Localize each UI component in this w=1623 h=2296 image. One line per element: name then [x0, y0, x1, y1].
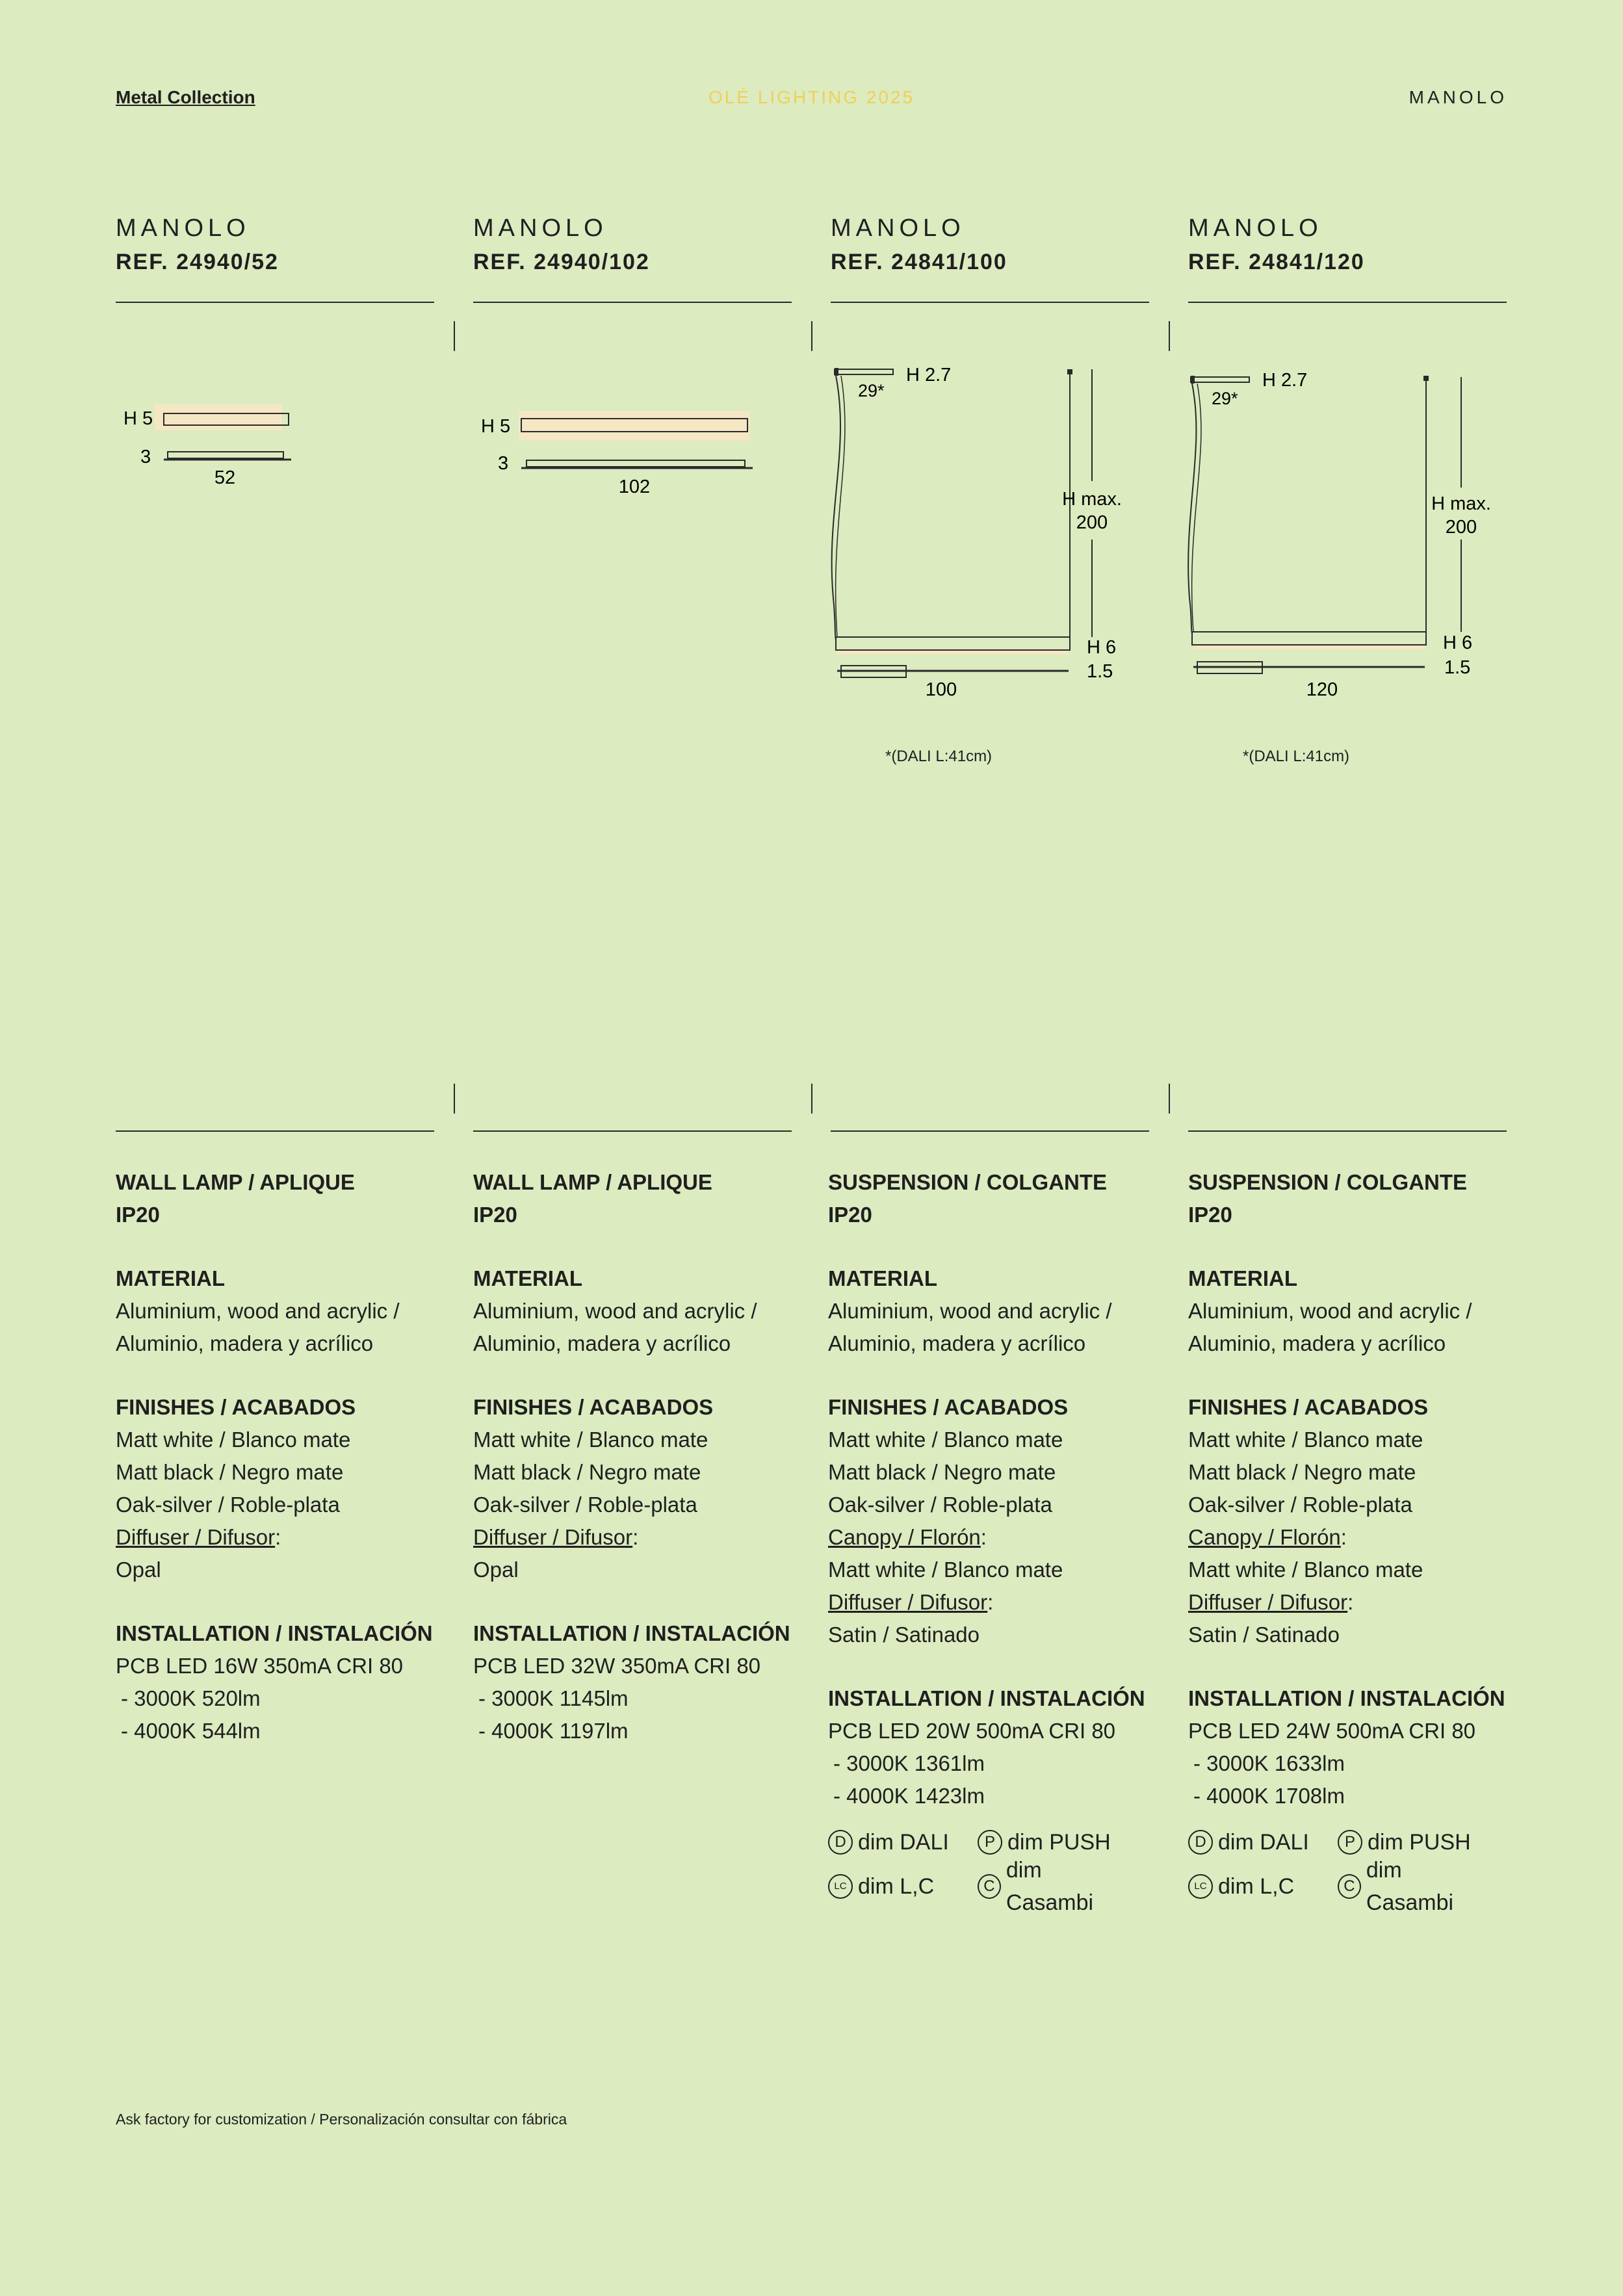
height-label: H 6 [1443, 633, 1473, 653]
lc-icon: LC [828, 1874, 853, 1899]
column-tick [454, 1084, 455, 1114]
spec-list: WALL LAMP / APLIQUE IP20 MATERIAL Aluminium, wood and acrylic / Aluminio, madera y acrílico FINISHES / ACABADOS Matt white / Blanco mate Matt black / Negro mate Oak-silver / Roble-plata Diffuser / Difusor: Opal INSTALLATION / INSTALACIÓN PCB LED 16W 350mA CRI 80 - 3000K 520lm - 4000K 544lm [116, 1166, 454, 1747]
depth-label: 3 [140, 447, 151, 467]
angle-label: 29* [1212, 389, 1238, 408]
material-heading: MATERIAL [116, 1266, 226, 1290]
finish-item: Matt white / Blanco mate [1188, 1428, 1423, 1452]
canopy-label: Canopy / Florón [828, 1525, 981, 1549]
column-tick [454, 321, 455, 351]
catalog-title: OLÉ LIGHTING 2025 [708, 87, 915, 107]
finish-item: Matt black / Negro mate [828, 1460, 1056, 1484]
column-tick [811, 1084, 812, 1114]
suspension-drawing [824, 351, 1188, 806]
install-line: - 4000K 1197lm [478, 1719, 629, 1743]
casambi-icon: C [978, 1874, 1001, 1899]
install-line: PCB LED 16W 350mA CRI 80 [116, 1654, 404, 1678]
product-ref: REF. 24940/102 [473, 250, 650, 274]
product-type: WALL LAMP / APLIQUE [473, 1170, 712, 1194]
canopy-label: Canopy / Florón [1188, 1525, 1341, 1549]
diffuser-label: Diffuser / Difusor [116, 1525, 276, 1549]
product-ref: REF. 24940/52 [116, 250, 279, 274]
dali-icon: D [1188, 1830, 1213, 1855]
material-line: Aluminio, madera y acrílico [828, 1331, 1086, 1355]
customization-footnote: Ask factory for customization / Personalización consultar con fábrica [116, 2111, 567, 2128]
diffuser-label: Diffuser / Difusor [1188, 1590, 1348, 1614]
ip-rating: IP20 [828, 1203, 872, 1227]
divider [473, 302, 792, 303]
diffuser-label: Diffuser / Difusor [473, 1525, 633, 1549]
finish-item: Oak-silver / Roble-plata [116, 1493, 340, 1517]
finishes-heading: FINISHES / ACABADOS [473, 1395, 714, 1419]
length-label: 100 [925, 679, 957, 700]
height-label: H 5 [481, 416, 511, 437]
cable-anchor [1423, 376, 1429, 381]
dim-label: dim DALI [858, 1830, 949, 1855]
dim-label: dim L,C [858, 1874, 935, 1899]
column-tick [811, 321, 812, 351]
dim-dali [828, 1826, 978, 1859]
push-icon: P [1338, 1830, 1362, 1855]
material-line: Aluminium, wood and acrylic / [1188, 1299, 1472, 1323]
column-tick [1169, 321, 1170, 351]
height-label: H 6 [1087, 637, 1117, 658]
lamp-body [836, 637, 1070, 650]
light-glow [519, 411, 750, 441]
material-line: Aluminio, madera y acrílico [116, 1331, 374, 1355]
diffuser-value: Satin / Satinado [1188, 1623, 1340, 1647]
spec-list: WALL LAMP / APLIQUE IP20 MATERIAL Aluminium, wood and acrylic / Aluminio, madera y acrílico FINISHES / ACABADOS Matt white / Blanco mate Matt black / Negro mate Oak-silver / Roble-plata Diffuser / Difusor: Opal INSTALLATION / INSTALACIÓN PCB LED 32W 350mA CRI 80 - 3000K 1145lm - 4000K 1197lm [473, 1166, 811, 1747]
hmax-value: 200 [1076, 512, 1108, 533]
divider [831, 1130, 1149, 1132]
ip-rating: IP20 [473, 1203, 517, 1227]
installation-heading: INSTALLATION / INSTALACIÓN [1188, 1686, 1505, 1710]
finish-item: Matt white / Blanco mate [116, 1428, 351, 1452]
dali-icon: D [828, 1830, 853, 1855]
material-heading: MATERIAL [473, 1266, 583, 1290]
finishes-heading: FINISHES / ACABADOS [828, 1395, 1069, 1419]
suspension-drawing [1182, 351, 1546, 806]
dali-note: *(DALI L:41cm) [885, 748, 993, 765]
dimming-options [828, 1820, 1166, 1915]
canopy-value: Matt white / Blanco mate [1188, 1558, 1423, 1582]
finishes-heading: FINISHES / ACABADOS [116, 1395, 356, 1419]
canopy-value: Matt white / Blanco mate [828, 1558, 1063, 1582]
finish-item: Oak-silver / Roble-plata [1188, 1493, 1412, 1517]
hmax-label: H max. [1431, 493, 1491, 514]
dim-casambi [978, 1854, 1127, 1919]
product-type: SUSPENSION / COLGANTE [828, 1170, 1108, 1194]
product-name: MANOLO [116, 215, 250, 242]
casambi-icon: C [1338, 1874, 1361, 1899]
install-line: PCB LED 20W 500mA CRI 80 [828, 1719, 1116, 1743]
material-heading: MATERIAL [1188, 1266, 1298, 1290]
material-line: Aluminio, madera y acrílico [1188, 1331, 1446, 1355]
divider [1188, 1130, 1507, 1132]
finish-item: Matt black / Negro mate [116, 1460, 344, 1484]
dali-note: *(DALI L:41cm) [1243, 748, 1350, 765]
product-name: MANOLO [1188, 215, 1323, 242]
install-line: PCB LED 32W 350mA CRI 80 [473, 1654, 761, 1678]
dim-casambi [1338, 1854, 1487, 1919]
diffuser-value: Satin / Satinado [828, 1623, 980, 1647]
lc-icon: LC [1188, 1874, 1213, 1899]
divider [116, 1130, 434, 1132]
lamp-top [168, 452, 283, 458]
install-line: - 3000K 1361lm [833, 1751, 985, 1775]
ip-rating: IP20 [116, 1203, 160, 1227]
dim-label: dim PUSH [1007, 1830, 1111, 1855]
canopy-height-label: H 2.7 [1262, 370, 1308, 391]
lamp-body [1192, 632, 1426, 645]
installation-heading: INSTALLATION / INSTALACIÓN [116, 1621, 433, 1645]
finish-item: Oak-silver / Roble-plata [828, 1493, 1052, 1517]
install-line: - 3000K 1145lm [478, 1686, 629, 1710]
finish-item: Oak-silver / Roble-plata [473, 1493, 697, 1517]
light-glow [155, 404, 282, 430]
angle-label: 29* [858, 381, 885, 400]
finish-item: Matt black / Negro mate [1188, 1460, 1416, 1484]
install-line: - 4000K 544lm [121, 1719, 261, 1743]
height-label: H 5 [123, 408, 153, 429]
canopy-end [835, 368, 838, 376]
canopy [835, 369, 893, 374]
wall-lamp-drawing [467, 351, 831, 806]
dimming-options [1188, 1820, 1526, 1915]
dim-dali [1188, 1826, 1338, 1859]
collection-link[interactable]: Metal Collection [116, 87, 255, 107]
dim-label: dim Casambi [1006, 1858, 1094, 1915]
install-line: PCB LED 24W 500mA CRI 80 [1188, 1719, 1476, 1743]
ip-rating: IP20 [1188, 1203, 1232, 1227]
product-family: MANOLO [1409, 87, 1507, 107]
divider [831, 302, 1149, 303]
install-line: - 4000K 1708lm [1193, 1784, 1345, 1808]
dim-label: dim Casambi [1366, 1858, 1454, 1915]
spec-list: SUSPENSION / COLGANTE IP20 MATERIAL Aluminium, wood and acrylic / Aluminio, madera y acrílico FINISHES / ACABADOS Matt white / Blanco mate Matt black / Negro mate Oak-silver / Roble-plata Canopy / Florón: Matt white / Blanco mate Diffuser / Difusor: Satin / Satinado INSTALLATION / INSTALACIÓN PCB LED 24W 500mA CRI 80 - 3000K 1633lm - 4000K 1708lm D dim DALI P dim PUSH LC dim L,C C dim Casambi [1188, 1166, 1526, 1909]
material-heading: MATERIAL [828, 1266, 938, 1290]
light-glow [837, 651, 1069, 655]
material-line: Aluminium, wood and acrylic / [828, 1299, 1112, 1323]
canopy-end [1191, 376, 1195, 384]
depth-label: 3 [498, 453, 509, 474]
install-line: - 3000K 1633lm [1193, 1751, 1345, 1775]
dim-label: dim L,C [1218, 1874, 1295, 1899]
push-icon: P [978, 1830, 1002, 1855]
product-name: MANOLO [473, 215, 608, 242]
depth-label: 1.5 [1444, 657, 1471, 678]
cable-anchor [1067, 369, 1072, 374]
divider [1188, 302, 1507, 303]
product-type: SUSPENSION / COLGANTE [1188, 1170, 1468, 1194]
length-label: 120 [1306, 679, 1338, 700]
diffuser-value: Opal [116, 1558, 161, 1582]
hmax-value: 200 [1445, 517, 1477, 538]
finishes-heading: FINISHES / ACABADOS [1188, 1395, 1429, 1419]
diffuser-label: Diffuser / Difusor [828, 1590, 988, 1614]
lamp-top [526, 460, 745, 467]
canopy-height-label: H 2.7 [906, 365, 952, 385]
spec-list: SUSPENSION / COLGANTE IP20 MATERIAL Aluminium, wood and acrylic / Aluminio, madera y acrílico FINISHES / ACABADOS Matt white / Blanco mate Matt black / Negro mate Oak-silver / Roble-plata Canopy / Florón: Matt white / Blanco mate Diffuser / Difusor: Satin / Satinado INSTALLATION / INSTALACIÓN PCB LED 20W 500mA CRI 80 - 3000K 1361lm - 4000K 1423lm D dim DALI P dim PUSH LC dim L,C C dim Casambi [828, 1166, 1166, 1909]
material-line: Aluminium, wood and acrylic / [473, 1299, 757, 1323]
dim-label: dim DALI [1218, 1830, 1309, 1855]
dim-lc [828, 1870, 978, 1903]
diffuser-value: Opal [473, 1558, 519, 1582]
depth-label: 1.5 [1087, 661, 1113, 682]
divider [473, 1130, 792, 1132]
material-line: Aluminio, madera y acrílico [473, 1331, 731, 1355]
divider [116, 302, 434, 303]
dim-lc [1188, 1870, 1338, 1903]
material-line: Aluminium, wood and acrylic / [116, 1299, 400, 1323]
light-glow [1193, 646, 1425, 649]
length-label: 52 [214, 467, 236, 488]
install-line: - 4000K 1423lm [833, 1784, 985, 1808]
product-ref: REF. 24841/100 [831, 250, 1007, 274]
wall-lamp-drawing [109, 351, 473, 806]
installation-heading: INSTALLATION / INSTALACIÓN [473, 1621, 790, 1645]
finish-item: Matt white / Blanco mate [473, 1428, 708, 1452]
column-tick [1169, 1084, 1170, 1114]
hmax-label: H max. [1062, 489, 1122, 510]
product-ref: REF. 24841/120 [1188, 250, 1365, 274]
finish-item: Matt black / Negro mate [473, 1460, 701, 1484]
product-type: WALL LAMP / APLIQUE [116, 1170, 355, 1194]
dim-label: dim PUSH [1368, 1830, 1471, 1855]
product-name: MANOLO [831, 215, 965, 242]
installation-heading: INSTALLATION / INSTALACIÓN [828, 1686, 1145, 1710]
length-label: 102 [618, 476, 651, 497]
canopy [1191, 377, 1249, 382]
finish-item: Matt white / Blanco mate [828, 1428, 1063, 1452]
install-line: - 3000K 520lm [121, 1686, 261, 1710]
